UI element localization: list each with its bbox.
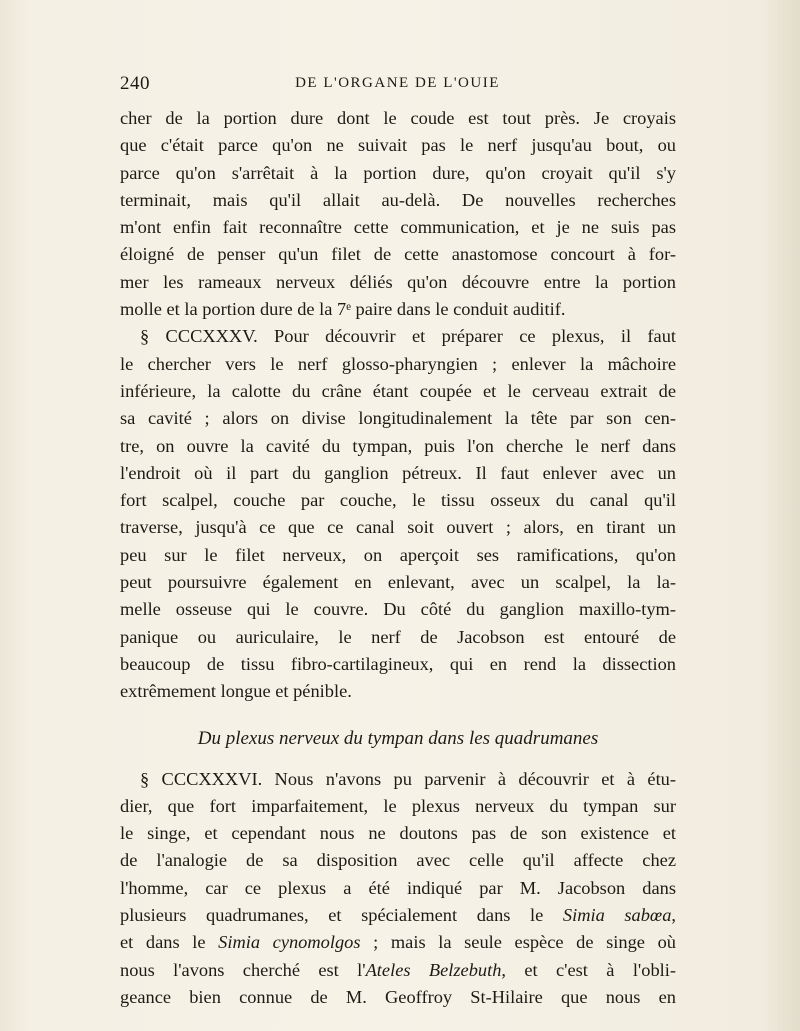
text-run: ; mais la seule espèce de singe où (360, 932, 676, 953)
text-line: peu sur le filet nerveux, on aperçoit ses ramifications, qu'on (120, 544, 676, 565)
text-line: inférieure, la calotte du crâne étant coupée et le cerveau extrait de (120, 380, 676, 401)
paragraph-3 (120, 766, 676, 1012)
spacer (120, 706, 676, 724)
text-run: , et c'est à l'obli- (501, 959, 676, 980)
text-line: parce qu'on s'arrêtait à la portion dure, qu'on croyait qu'il s'y (120, 162, 676, 183)
text-line (120, 902, 676, 929)
text-line: traverse, jusqu'à ce que ce canal soit ouvert ; alors, en tirant un (120, 517, 676, 538)
text-line: § CCCXXXV. Pour découvrir et préparer ce plexus, il faut (140, 326, 676, 347)
text-line: molle et la portion dure de la 7ᵉ paire dans le conduit auditif. (120, 299, 566, 320)
text-line: geance bien connue de M. Geoffroy St-Hilaire que nous en (120, 986, 676, 1007)
text-line: panique ou auriculaire, le nerf de Jacobson est entouré de (120, 626, 676, 647)
text-line (120, 929, 676, 956)
species-name: Simia sabœa (562, 905, 672, 926)
text-line: le singe, et cependant nous ne doutons pas de son existence et (120, 823, 676, 844)
text-line: mer les rameaux nerveux déliés qu'on découvre entre la portion (120, 271, 676, 292)
text-line: m'ont enfin fait reconnaître cette communication, et je ne suis pas (120, 217, 676, 238)
section-heading: Du plexus nerveux du tympan dans les quadrumanes (197, 727, 599, 749)
text-line (120, 957, 676, 984)
text-line: éloigné de penser qu'un filet de cette anastomose concourt à for- (120, 244, 676, 265)
page-number: 240 (120, 73, 150, 94)
text-line: l'homme, car ce plexus a été indiqué par M. Jacobson dans (120, 877, 676, 898)
species-name: Ateles Belzebuth (365, 959, 502, 980)
text-line: fort scalpel, couche par couche, le tissu osseux du canal qu'il (120, 490, 676, 511)
text-line: le chercher vers le nerf glosso-pharyngien ; enlever la mâchoire (120, 353, 676, 374)
paragraph-2 (120, 323, 676, 705)
text-line: tre, on ouvre la cavité du tympan, puis l'on cherche le nerf dans (120, 435, 676, 456)
text-line: dier, que fort imparfaitement, le plexus nerveux du tympan sur (120, 795, 676, 816)
paragraph-1 (120, 105, 676, 323)
text-run: nous l'avons cherché est l' (120, 959, 366, 980)
text-line: beaucoup de tissu fibro-cartilagineux, qui en rend la dissection (120, 653, 676, 674)
text-line: que c'était parce qu'on ne suivait pas le nerf jusqu'au bout, ou (120, 135, 676, 156)
spacer (120, 754, 676, 766)
running-head: DE L'ORGANE DE L'OUIE (295, 75, 500, 91)
text-line: de l'analogie de sa disposition avec celle qu'il affecte chez (120, 850, 676, 871)
text-run: et dans le (120, 932, 219, 953)
text-line: extrêmement longue et pénible. (120, 681, 352, 702)
text-line: § CCCXXXVI. Nous n'avons pu parvenir à découvrir et à étu- (140, 768, 676, 789)
text-line: sa cavité ; alors on divise longitudinalement la tête par son cen- (120, 408, 676, 429)
text-run: , (671, 905, 676, 926)
text-line: l'endroit où il part du ganglion pétreux. Il faut enlever avec un (120, 462, 676, 483)
text-line: melle osseuse qui le couvre. Du côté du ganglion maxillo-tym- (120, 599, 676, 620)
species-name: Simia cynomolgos (218, 932, 361, 953)
body-text (120, 105, 676, 1011)
page-header (120, 73, 675, 99)
text-line: cher de la portion dure dont le coude est tout près. Je croyais (120, 108, 676, 128)
text-line: terminait, mais qu'il allait au-delà. De nouvelles recherches (120, 189, 676, 210)
text-run: plusieurs quadrumanes, et spécialement dans le (120, 905, 563, 926)
text-line: peut poursuivre également en enlevant, avec un scalpel, la la- (120, 572, 676, 593)
